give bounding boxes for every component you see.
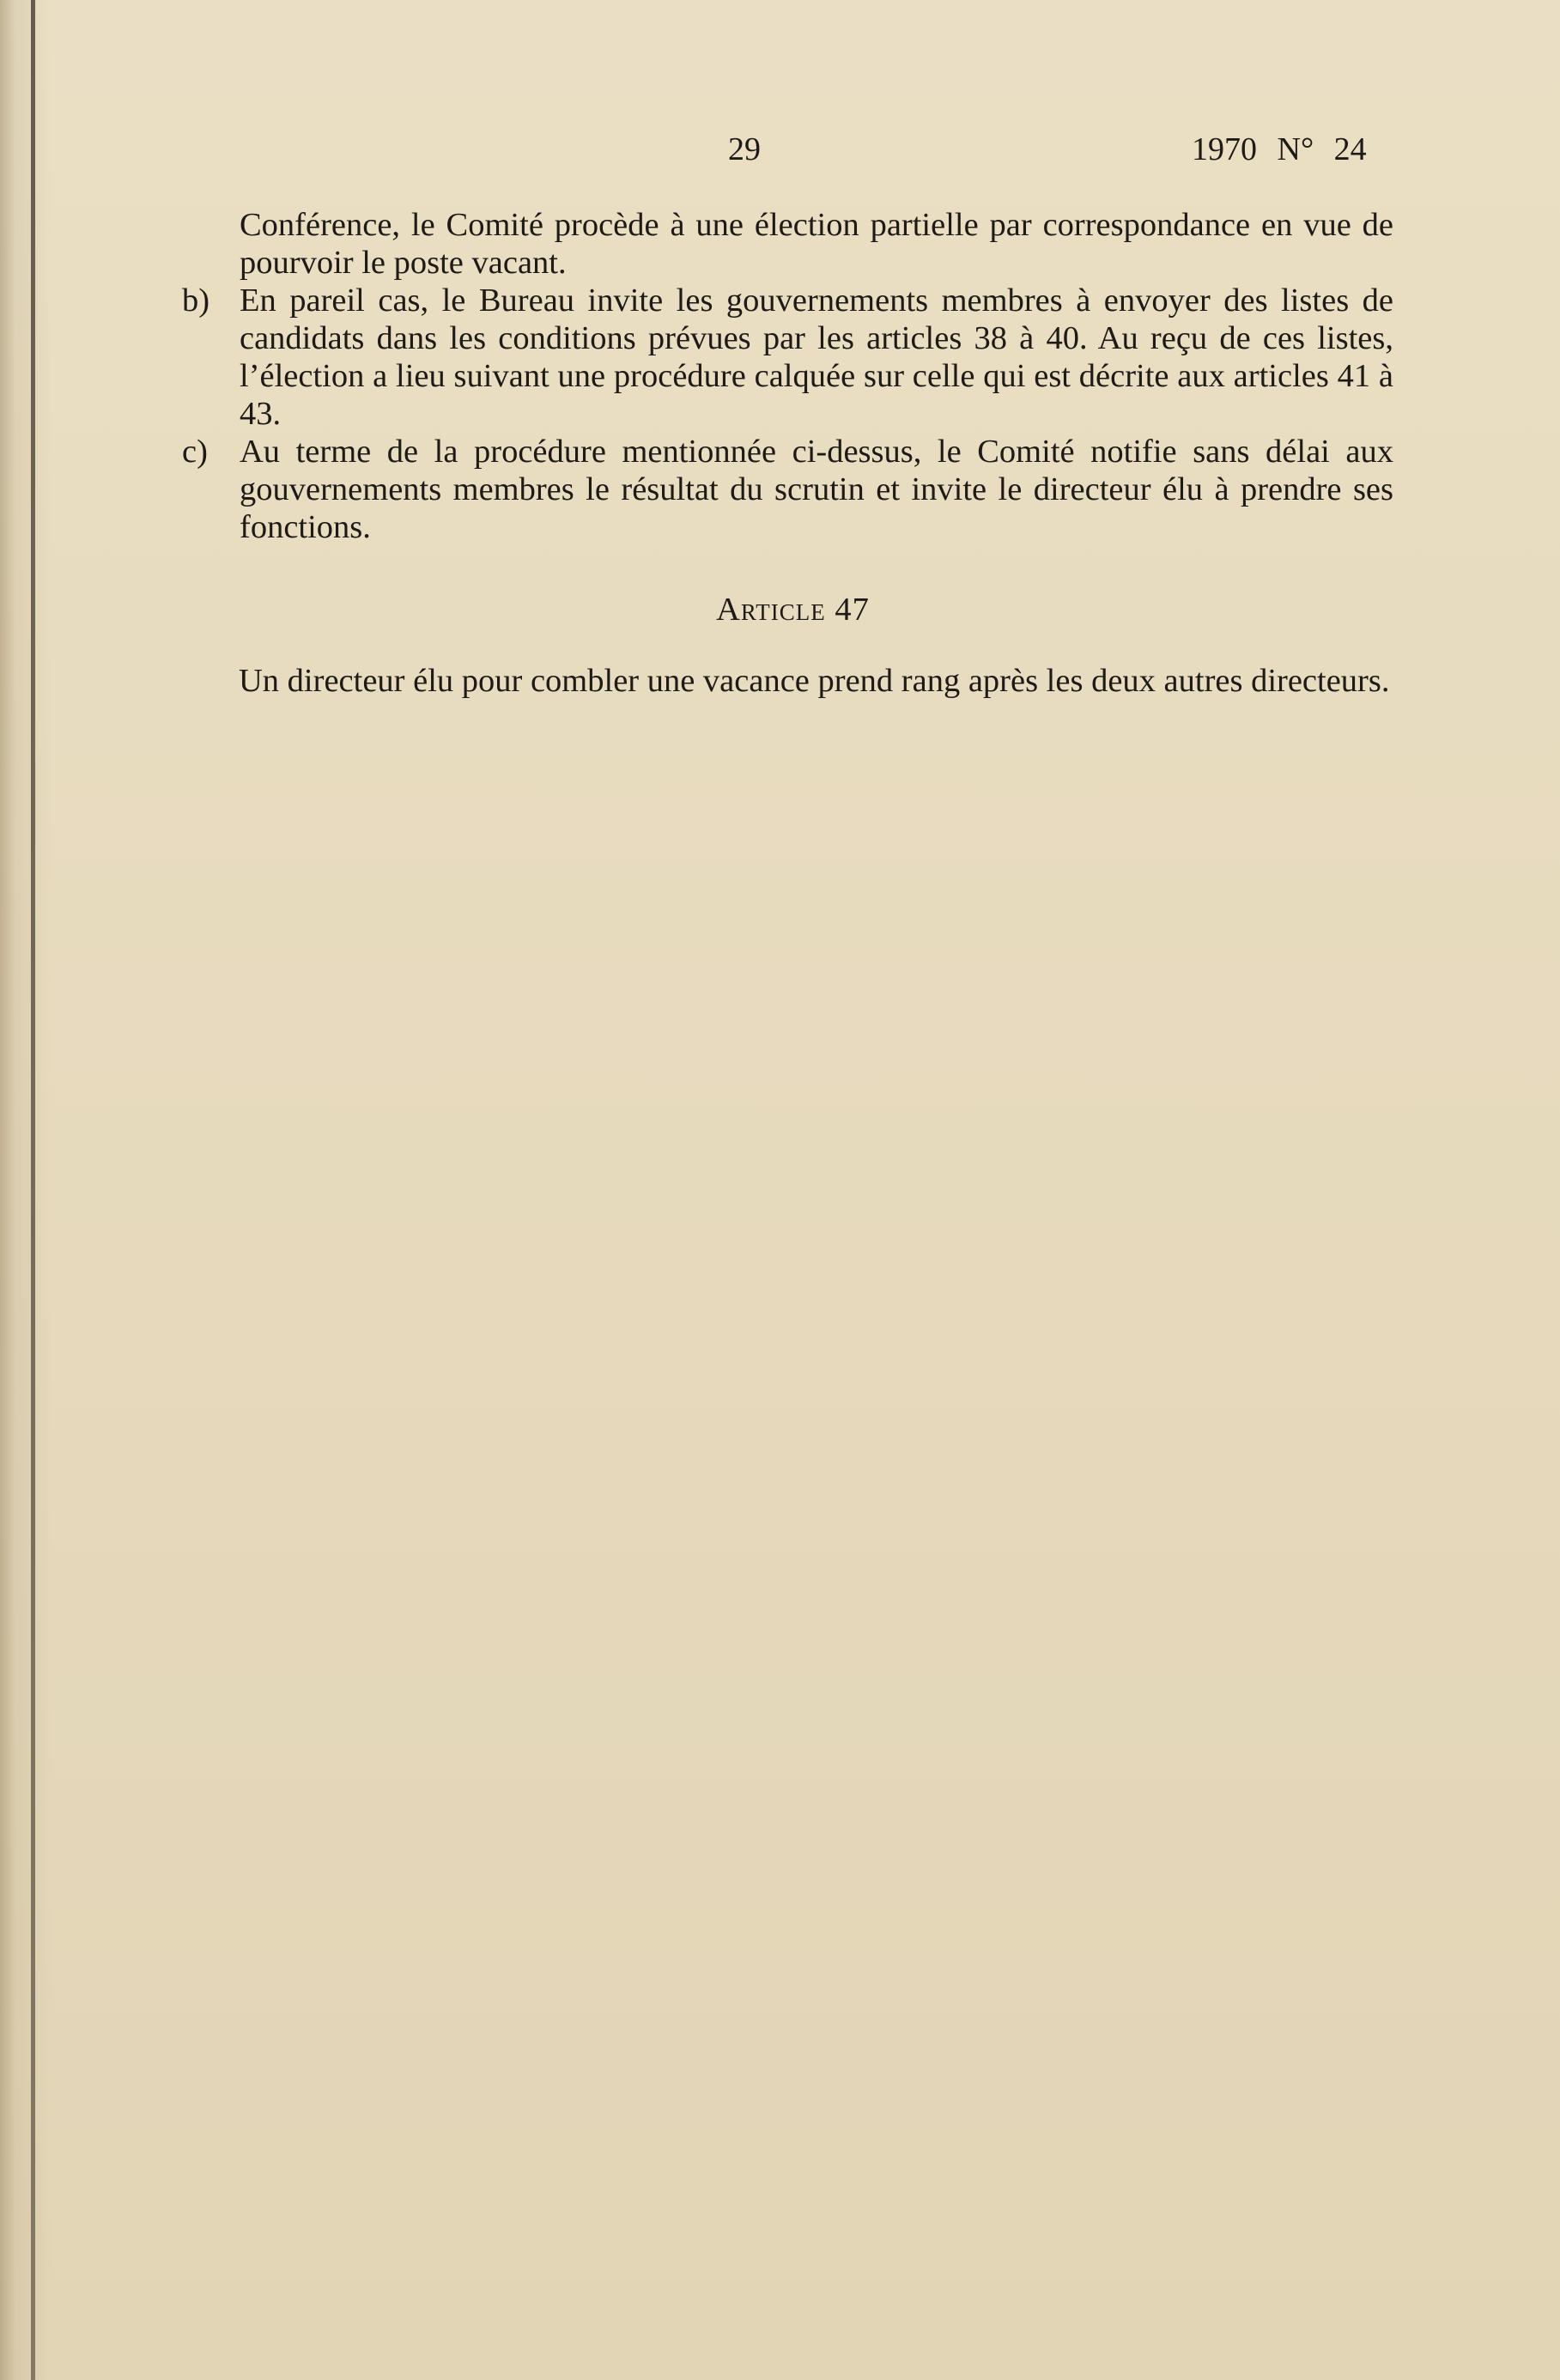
list-item-label: b) bbox=[182, 282, 210, 319]
article-paragraph: Un directeur élu pour combler une vacance prend rang après les deux autres directeurs. bbox=[239, 662, 1390, 699]
show-through-texture bbox=[86, 721, 1425, 2232]
article-heading: Article 47 bbox=[716, 592, 870, 628]
list-item-b bbox=[182, 282, 1393, 433]
page-content bbox=[0, 206, 1560, 732]
page-number: 29 bbox=[728, 131, 761, 167]
list-item-text: En pareil cas, le Bureau invite les gouvernements membres à envoyer des listes de candidats dans les conditions prévues par les articles 38 à 40. Au reçu de ces listes, l’élection a lieu suivant une procédure calquée sur celle qui est décrite aux articles 41 à 43. bbox=[240, 282, 1393, 432]
list-item-c bbox=[182, 433, 1393, 546]
list-item-label: c) bbox=[182, 434, 208, 470]
list-item-text: Au terme de la procédure mentionnée ci-dessus, le Comité notifie sans délai aux gouvernements membres le résultat du scrutin et invite le directeur élu à prendre ses fonctions. bbox=[240, 434, 1393, 545]
issue-reference: 1970 N° 24 bbox=[1192, 131, 1367, 167]
page-header bbox=[0, 131, 1560, 182]
continued-paragraph: Conférence, le Comité procède à une élection partielle par correspondance en vue de pourvoir le poste vacant. bbox=[240, 207, 1393, 281]
